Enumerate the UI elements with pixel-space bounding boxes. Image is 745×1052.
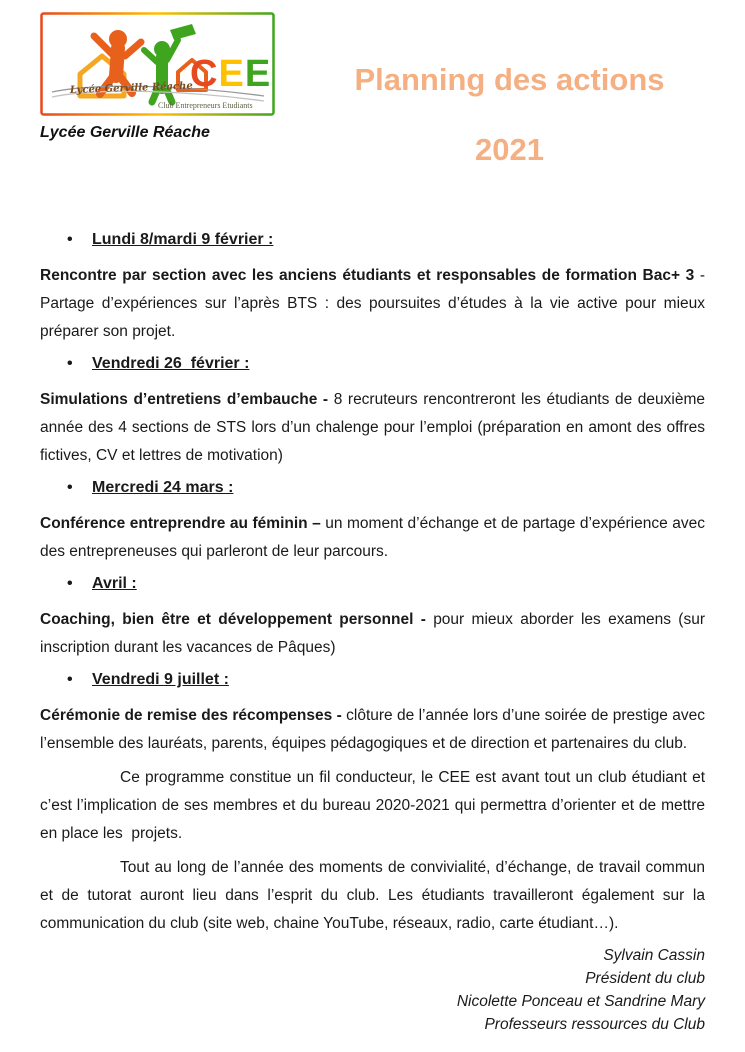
logo-script-text: Lycée Gerville Réache — [69, 80, 193, 96]
event-section-2 — [40, 350, 705, 470]
logo-subtitle-text: Club Entrepreneurs Etudiants — [158, 101, 253, 110]
cee-letter-e1: E — [218, 53, 244, 95]
bullet-icon: • — [67, 479, 73, 496]
event-title-bold: Coaching, bien être et développement personnel - — [40, 611, 434, 628]
event-description — [40, 262, 705, 346]
event-description — [40, 702, 705, 758]
header-left-column — [40, 12, 290, 168]
event-date-heading — [40, 666, 705, 694]
event-date-heading — [40, 570, 705, 598]
signature-names-professors: Nicolette Ponceau et Sandrine Mary — [456, 993, 705, 1010]
event-section-5 — [40, 666, 705, 758]
event-date-heading — [40, 226, 705, 254]
event-date-text: Vendredi 26 février : — [92, 355, 250, 372]
school-name: Lycée Gerville Réache — [40, 124, 210, 141]
event-section-1 — [40, 226, 705, 346]
document-title-line2: 2021 — [475, 132, 544, 167]
document-body — [40, 226, 705, 1036]
bullet-icon: • — [67, 231, 73, 248]
event-detail-text: un moment d’échange et de partage d’expérience avec des entrepreneuses qui parleront de leur parcours. — [40, 515, 705, 560]
event-detail-text: -Partage d’expériences sur l’après BTS : des poursuites d’études à la vie active pour mieux préparer son projet. — [40, 267, 705, 340]
cee-letter-e2: E — [244, 53, 271, 95]
event-detail-text: clôture de l’année lors d’une soirée de prestige avec l’ensemble des lauréats, parents, équipes pédagogiques et de direction et partenaires du club. — [40, 707, 705, 752]
event-title-bold: Rencontre par section avec les anciens étudiants et responsables de formation Bac+ 3 — [40, 267, 700, 284]
event-detail-text: pour mieux aborder les examens (sur inscription durant les vacances de Pâques) — [40, 611, 705, 656]
event-date-heading — [40, 474, 705, 502]
event-section-4 — [40, 570, 705, 662]
bullet-icon: • — [67, 671, 73, 688]
signature-name-president: Sylvain Cassin — [603, 947, 705, 964]
event-date-text: Mercredi 24 mars : — [92, 479, 234, 496]
event-description — [40, 606, 705, 662]
signature-title-president: Président du club — [585, 970, 705, 987]
closing-paragraph-1: Ce programme constitue un fil conducteur, le CEE est avant tout un club étudiant et c’est l’implication de ses membres et du bureau 2020-2021 qui permettra d’orienter et de mettre en place les projets. — [40, 769, 705, 842]
event-title-bold: Conférence entreprendre au féminin – — [40, 515, 326, 532]
event-title-bold: Simulations d’entretiens d’embauche - — [40, 391, 334, 408]
cee-letter-c: C — [190, 53, 218, 95]
header-right-column — [290, 12, 705, 168]
event-date-text: Lundi 8/mardi 9 février : — [92, 231, 274, 248]
event-date-text: Avril : — [92, 575, 137, 592]
signature-block — [40, 944, 705, 1036]
event-detail-text: 8 recruteurs rencontreront les étudiants de deuxième année des 4 sections de STS lors d’un chalenge pour l’emploi (préparation en amont des offres fictives, CV et lettres de motivation) — [40, 391, 706, 464]
event-title-bold: Cérémonie de remise des récompenses - — [40, 707, 347, 724]
event-description — [40, 510, 705, 566]
signature-title-professors: Professeurs ressources du Club — [484, 1016, 705, 1033]
cee-club-logo — [40, 12, 275, 116]
event-section-3 — [40, 474, 705, 566]
event-date-heading — [40, 350, 705, 378]
document-title-line1: Planning des actions — [354, 62, 665, 97]
document-header — [40, 12, 705, 168]
event-description — [40, 386, 705, 470]
event-date-text: Vendredi 9 juillet : — [92, 671, 229, 688]
closing-paragraph-2: Tout au long de l’année des moments de convivialité, d’échange, de travail commun et de tutorat auront lieu dans l’esprit du club. Les étudiants travailleront également sur la communication du club (site web, chaine YouTube, réseaux, radio, carte étudiant…). — [40, 859, 705, 932]
bullet-icon: • — [67, 575, 73, 592]
bullet-icon: • — [67, 355, 73, 372]
